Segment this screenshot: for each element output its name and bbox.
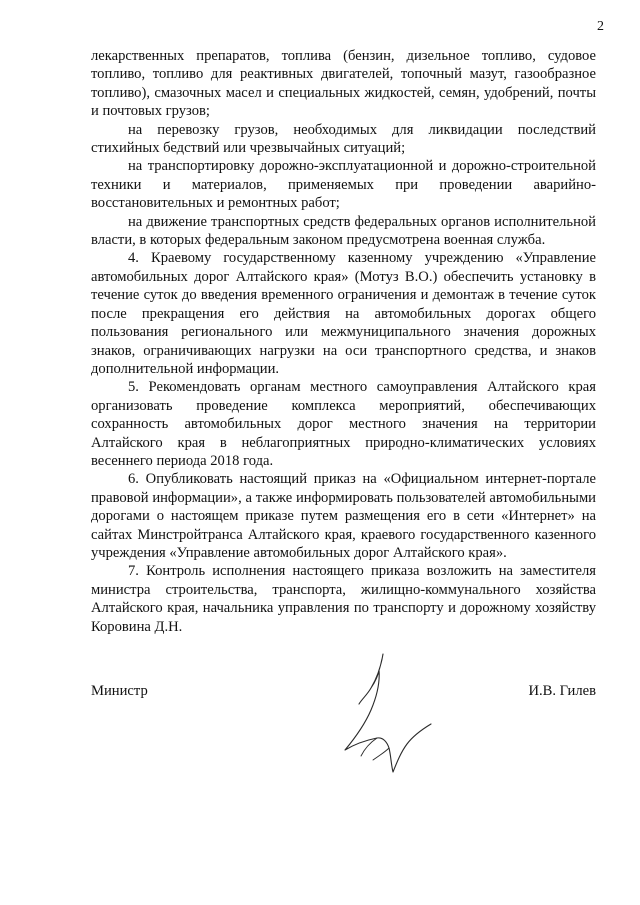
document-body [91,47,596,636]
paragraph-road-equipment: на транспортировку дорожно-эксплуатационной и дорожно-строительной техники и материалов, применяемых при проведении аварийно-восстановительных и ремонтных работ; [91,158,596,212]
paragraph-item-4: 4. Краевому государственному казенному учреждению «Управление автомобильных дорог Алтайского края» (Мотуз В.О.) обеспечить установку в течение суток до введения временного ограничения и демонтаж в течение суток после прекращения его действия на автомобильных дорогах общего пользования регионального или межмуниципального значения дорожных знаков, ограничивающих нагрузки на оси транспортного средства, и знаков дополнительной информации. [91,250,596,377]
page-number: 2 [597,19,604,34]
paragraph-item-6: 6. Опубликовать настоящий приказ на «Официальном интернет-портале правовой информации», а также информировать пользователей автомобильными дорогами о настоящем приказе путем размещения его в сети «Интернет» на сайтах Минстройтранса Алтайского края, краевого государственного казенного учреждения «Управление автомобильных дорог Алтайского края». [91,471,596,561]
paragraph-federal-vehicles: на движение транспортных средств федеральных органов исполнительной власти, в которых федеральным законом предусмотрена военная служба. [91,213,596,249]
signatory-name: И.В. Гилев [528,683,596,699]
paragraph-item-5: 5. Рекомендовать органам местного самоуправления Алтайского края организовать проведение комплекса мероприятий, обеспечивающих сохранность автомобильных дорог местного значения на территории Алтайского края в неблагоприятных природно-климатических условиях весеннего периода 2018 года. [91,379,596,469]
signature-block [91,652,596,782]
paragraph-continuation: лекарственных препаратов, топлива (бензин, дизельное топливо, судовое топливо, топливо для реактивных двигателей, топочный мазут, газообразное топливо), смазочных масел и специальных жидкостей, семян, удобрений, почты и почтовых грузов; [91,48,596,120]
handwritten-signature [331,652,451,777]
signatory-title: Министр [91,683,148,699]
paragraph-item-7: 7. Контроль исполнения настоящего приказа возложить на заместителя министра строительства, транспорта, жилищно-коммунального хозяйства Алтайского края, начальника управления по транспорту и дорожному хозяйству Коровина Д.Н. [91,563,596,635]
paragraph-cargo-emergencies: на перевозку грузов, необходимых для ликвидации последствий стихийных бедствий или чрезвычайных ситуаций; [91,121,596,157]
